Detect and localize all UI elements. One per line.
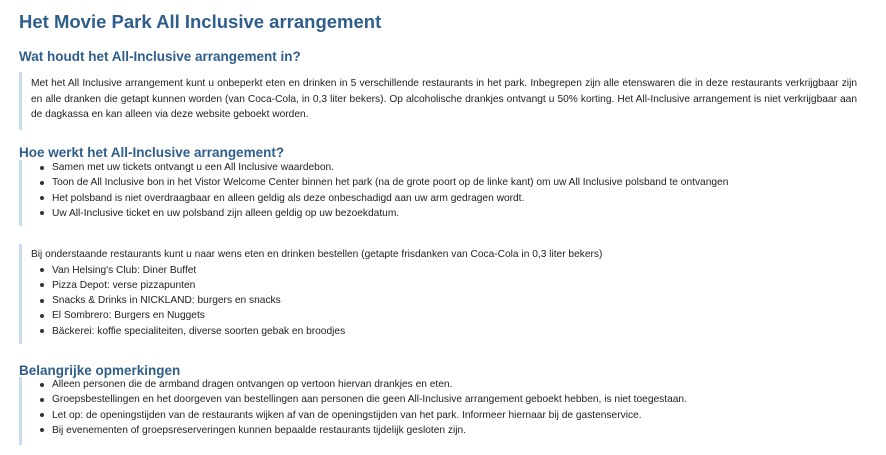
list-item: Toon de All Inclusive bon in het Vistor Welcome Center binnen het park (na de grote poort op de linke kant) om uw All Inclusive polsband te ontvangen [36, 175, 857, 190]
list-item: Snacks & Drinks in NICKLAND: burgers en snacks [36, 293, 857, 308]
list-item: Bij evenementen of groepsreserveringen kunnen bepaalde restaurants tijdelijk gesloten zijn. [36, 423, 857, 438]
restaurants-list [22, 263, 857, 339]
list-item: Alleen personen die de armband dragen ontvangen op vertoon hiervan drankjes en eten. [36, 377, 857, 392]
description-block [19, 72, 857, 130]
how-list [22, 160, 857, 221]
list-item: Samen met uw tickets ontvangt u een All Inclusive waardebon. [36, 160, 857, 175]
page-title: Het Movie Park All Inclusive arrangement [19, 11, 382, 32]
how-block [19, 160, 857, 226]
remarks-block [19, 377, 857, 445]
list-item: Let op: de openingstijden van de restaurants wijken af van de openingstijden van het park. Informeer hiernaar bij de gastenservice. [36, 408, 857, 423]
list-item: Het polsband is niet overdraagbaar en alleen geldig als deze onbeschadigd aan uw arm gedragen wordt. [36, 191, 857, 206]
list-item: El Sombrero: Burgers en Nuggets [36, 308, 857, 323]
list-item: Bäckerei: koffie specialiteiten, diverse soorten gebak en broodjes [36, 324, 857, 339]
section-heading-what: Wat houdt het All-Inclusive arrangement in? [19, 49, 301, 64]
list-item: Uw All-Inclusive ticket en uw polsband zijn alleen geldig op uw bezoekdatum. [36, 206, 857, 221]
section-heading-remarks: Belangrijke opmerkingen [19, 363, 181, 378]
restaurants-intro: Bij onderstaande restaurants kunt u naar wens eten en drinken bestellen (getapte frisdanken van Coca-Cola in 0,3 liter bekers) [31, 249, 603, 260]
description-text: Met het All Inclusive arrangement kunt u onbeperkt eten en drinken in 5 verschillende restaurants in het park. Inbegrepen zijn alle etenswaren die in deze restaurants verkrijgbaar zijn en alle dranken die getapt kunnen worden (van Coca-Cola, in 0,3 liter bekers). Op alcoholische drankjes ontvangt u 50% korting. Het All-Inclusive arrangement is niet verkrijgbaar aan de dagkassa en kan alleen via deze website geboekt worden. [31, 78, 857, 121]
list-item: Van Helsing's Club: Diner Buffet [36, 263, 857, 278]
list-item: Groepsbestellingen en het doorgeven van bestellingen aan personen die geen All-Inclusive arrangement geboekt hebben, is niet toegestaan. [36, 392, 857, 407]
restaurants-block [19, 244, 857, 344]
remarks-list [22, 377, 857, 438]
section-heading-how: Hoe werkt het All-Inclusive arrangement? [19, 145, 285, 160]
list-item: Pizza Depot: verse pizzapunten [36, 278, 857, 293]
